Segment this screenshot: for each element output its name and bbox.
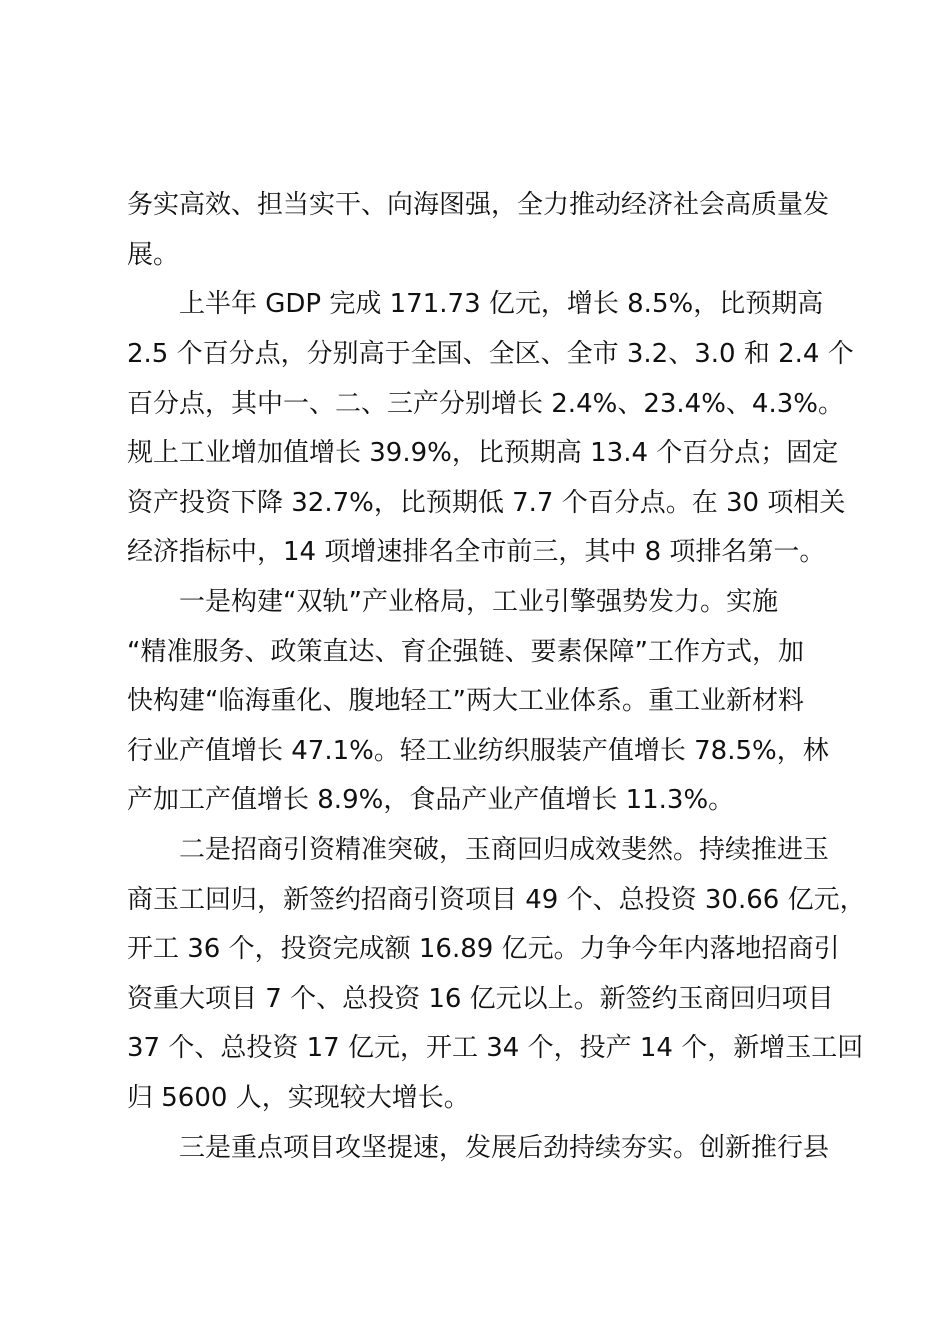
paragraph-line-20: 三是重点项目攻坚提速，发展后劲持续夯实。创新推行县 bbox=[179, 1133, 830, 1163]
paragraph-line-15: 商玉工回归，新签约招商引资项目 49 个、总投资 30.66 亿元， bbox=[127, 885, 866, 915]
paragraph-line-12: 行业产值增长 47.1%。轻工业纺织服装产值增长 78.5%，林 bbox=[127, 736, 829, 766]
paragraph-line-10: “精准服务、政策直达、育企强链、要素保障”工作方式，加 bbox=[127, 637, 804, 667]
paragraph-line-14: 二是招商引资精准突破，玉商回归成效斐然。持续推进玉 bbox=[179, 835, 830, 865]
paragraph-line-7: 资产投资下降 32.7%，比预期低 7.7 个百分点。在 30 项相关 bbox=[127, 488, 846, 518]
paragraph-line-1: 务实高效、担当实干、向海图强，全力推动经济社会高质量发 bbox=[127, 190, 830, 220]
paragraph-line-17: 资重大项目 7 个、总投资 16 亿元以上。新签约玉商回归项目 bbox=[127, 984, 834, 1014]
paragraph-line-19: 归 5600 人，实现较大增长。 bbox=[127, 1083, 470, 1113]
paragraph-line-18: 37 个、总投资 17 亿元，开工 34 个，投产 14 个，新增玉工回 bbox=[127, 1033, 864, 1063]
paragraph-line-2: 展。 bbox=[127, 240, 180, 270]
paragraph-line-6: 规上工业增加值增长 39.9%，比预期高 13.4 个百分点；固定 bbox=[127, 438, 839, 468]
paragraph-line-4: 2.5 个百分点，分别高于全国、全区、全市 3.2、3.0 和 2.4 个 bbox=[127, 339, 854, 369]
paragraph-line-8: 经济指标中，14 项增速排名全市前三，其中 8 项排名第一。 bbox=[127, 537, 826, 567]
paragraph-line-11: 快构建“临海重化、腹地轻工”两大工业体系。重工业新材料 bbox=[127, 686, 804, 716]
paragraph-line-3: 上半年 GDP 完成 171.73 亿元，增长 8.5%，比预期高 bbox=[179, 289, 824, 319]
paragraph-line-5: 百分点，其中一、二、三产分别增长 2.4%、23.4%、4.3%。 bbox=[127, 389, 844, 419]
paragraph-line-16: 开工 36 个，投资完成额 16.89 亿元。力争今年内落地招商引 bbox=[127, 934, 840, 964]
paragraph-line-13: 产加工产值增长 8.9%，食品产业产值增长 11.3%。 bbox=[127, 785, 735, 815]
paragraph-line-9: 一是构建“双轨”产业格局，工业引擎强势发力。实施 bbox=[179, 587, 778, 617]
